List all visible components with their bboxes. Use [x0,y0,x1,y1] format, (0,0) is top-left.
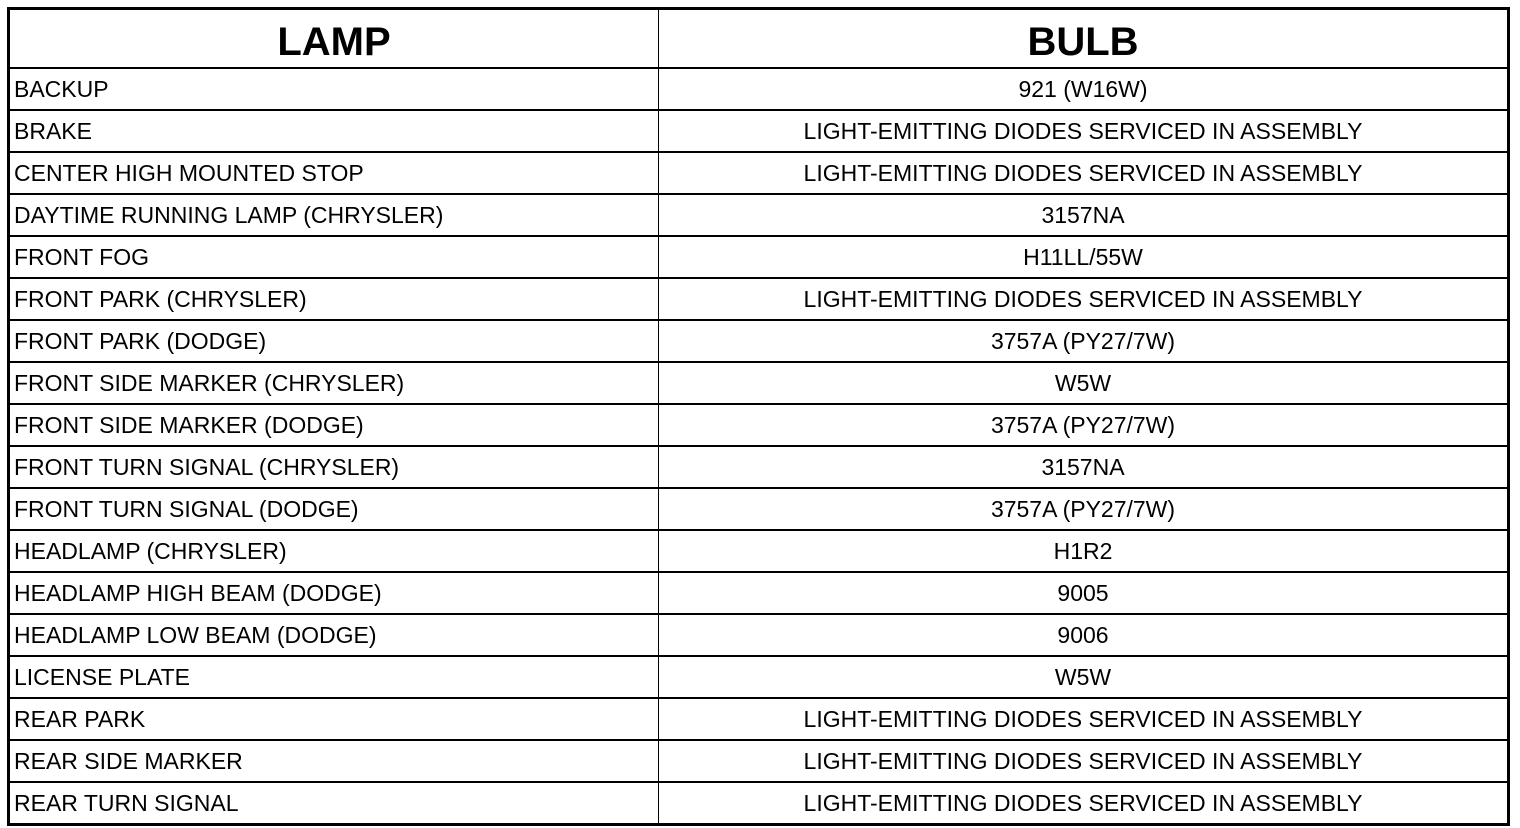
table-row [9,68,1509,110]
lamp-cell: FRONT TURN SIGNAL (DODGE) [9,488,659,530]
lamp-cell: HEADLAMP HIGH BEAM (DODGE) [9,572,659,614]
table-row [9,152,1509,194]
lamp-cell: FRONT FOG [9,236,659,278]
bulb-cell: 3157NA [659,446,1509,488]
lamp-cell: REAR TURN SIGNAL [9,782,659,825]
bulb-cell: W5W [659,362,1509,404]
lamp-cell: FRONT SIDE MARKER (CHRYSLER) [9,362,659,404]
bulb-cell: H11LL/55W [659,236,1509,278]
lamp-bulb-table [7,7,1510,826]
lamp-cell: FRONT TURN SIGNAL (CHRYSLER) [9,446,659,488]
table-row [9,362,1509,404]
lamp-cell: REAR PARK [9,698,659,740]
bulb-cell: 9005 [659,572,1509,614]
lamp-cell: REAR SIDE MARKER [9,740,659,782]
bulb-cell: LIGHT-EMITTING DIODES SERVICED IN ASSEMBLY [659,740,1509,782]
bulb-cell: LIGHT-EMITTING DIODES SERVICED IN ASSEMBLY [659,278,1509,320]
lamp-cell: LICENSE PLATE [9,656,659,698]
bulb-cell: LIGHT-EMITTING DIODES SERVICED IN ASSEMBLY [659,152,1509,194]
table-row [9,278,1509,320]
lamp-cell: FRONT PARK (CHRYSLER) [9,278,659,320]
table-row [9,404,1509,446]
lamp-column-header: LAMP [9,9,659,69]
bulb-cell: 3757A (PY27/7W) [659,404,1509,446]
lamp-cell: HEADLAMP (CHRYSLER) [9,530,659,572]
table-body [9,68,1509,825]
table-row [9,110,1509,152]
bulb-cell: W5W [659,656,1509,698]
table-row [9,488,1509,530]
table-row [9,446,1509,488]
bulb-cell: 9006 [659,614,1509,656]
lamp-cell: FRONT SIDE MARKER (DODGE) [9,404,659,446]
table-row [9,782,1509,825]
lamp-cell: HEADLAMP LOW BEAM (DODGE) [9,614,659,656]
lamp-cell: CENTER HIGH MOUNTED STOP [9,152,659,194]
lamp-cell: DAYTIME RUNNING LAMP (CHRYSLER) [9,194,659,236]
lamp-cell: FRONT PARK (DODGE) [9,320,659,362]
bulb-cell: 921 (W16W) [659,68,1509,110]
bulb-cell: 3757A (PY27/7W) [659,320,1509,362]
lamp-cell: BACKUP [9,68,659,110]
table-row [9,194,1509,236]
bulb-cell: LIGHT-EMITTING DIODES SERVICED IN ASSEMBLY [659,782,1509,825]
bulb-cell: 3157NA [659,194,1509,236]
table-row [9,698,1509,740]
lamp-cell: BRAKE [9,110,659,152]
table-row [9,530,1509,572]
table-row [9,572,1509,614]
bulb-cell: 3757A (PY27/7W) [659,488,1509,530]
bulb-column-header: BULB [659,9,1509,69]
table-header [9,9,1509,69]
table-row [9,320,1509,362]
table-row [9,740,1509,782]
table-row [9,614,1509,656]
bulb-cell: LIGHT-EMITTING DIODES SERVICED IN ASSEMBLY [659,698,1509,740]
header-row [9,9,1509,69]
table-row [9,656,1509,698]
table-row [9,236,1509,278]
bulb-cell: H1R2 [659,530,1509,572]
bulb-cell: LIGHT-EMITTING DIODES SERVICED IN ASSEMBLY [659,110,1509,152]
